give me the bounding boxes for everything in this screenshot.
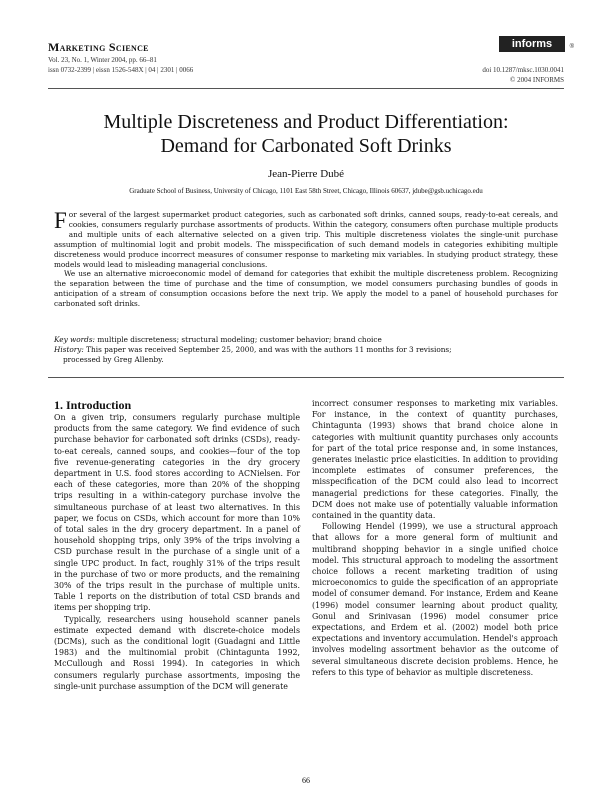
left-column xyxy=(54,412,300,692)
informs-logo: informs xyxy=(499,36,565,52)
header-rule xyxy=(48,88,564,89)
keywords-text: multiple discreteness; structural modeling; customer behavior; brand choice xyxy=(97,335,382,344)
doi: doi 10.1287/mksc.1030.0041 xyxy=(482,66,564,74)
left-paragraph-1: On a given trip, consumers regularly purchase multiple products from the same category. We find evidence of such purchase behavior for carbonated soft drinks (CSDs), ready-to-eat cereals, canned soups, and cookies—four of the top five revenue-generating categories in the dry grocery department in U.S. food stores according to ACNielsen. For each of these categories, more than 20% of the shopping trips resulting in a within-category purchase involve the simultaneous purchase of at least two alternatives. In this paper, we focus on CSDs, which account for more than 10% of total sales in the dry grocery department. In a panel of household shopping trips, only 39% of the trips involving a CSD purchase result in the purchase of a single unit of a single UPC product. In fact, roughly 31% of the trips result in the purchase of two or more products, and the remaining 30% of the trips result in the purchase of multiple units. Table 1 reports on the distribution of total CSD brands and items per shopping trip. xyxy=(54,413,300,613)
history xyxy=(54,345,558,355)
right-column xyxy=(312,398,558,678)
abstract-rule xyxy=(48,377,564,378)
keywords-block xyxy=(54,335,558,365)
registered-mark: ® xyxy=(569,44,574,50)
history-label: History: xyxy=(54,344,84,354)
abstract-paragraph-2: We use an alternative microeconomic model of demand for categories that exhibit the multiple discreteness problem. Recognizing the separation between the time of purchase and the time of consumption, we model consumers purchasing bundles of goods in anticipation of a stream of consumption occasions before the next trip. We apply the model to a panel of household purchases for carbonated soft drinks. xyxy=(54,269,558,309)
abstract xyxy=(54,210,558,309)
abstract-text-1: or several of the largest supermarket product categories, such as carbonated soft drinks, canned soups, ready-to-eat cereals, and cookies, consumers regularly purchase assortments of products. Within the category, consumers often purchase multiple products and multiple units of each alternative selected on a given trip. This multiple discreteness violates the single-unit purchase assumption of multinomial logit and probit models. The misspecification of such demand models in categories exhibiting multiple discreteness would produce incorrect measures of consumer response to marketing mix variables. In studying product strategy, these models would lead to misleading managerial conclusions. xyxy=(54,210,558,269)
volume-line: Vol. 23, No. 1, Winter 2004, pp. 66–81 xyxy=(48,56,157,64)
abstract-paragraph-1 xyxy=(54,210,558,269)
left-paragraph-2: Typically, researchers using household scanner panels estimate expected demand with discrete-choice models (DCMs), such as the conditional logit (Guadagni and Little 1983) and the multinomial probit (Chintagunta 1992, McCullough and Rossi 1994). In categories in which consumers regularly purchase assortments, imposing the single-unit purchase assumption of the DCM will generate xyxy=(54,614,300,691)
right-paragraph-1: incorrect consumer responses to marketing mix variables. For instance, in the context of quantity purchases, Chintagunta (1993) shows that brand choice alone in categories with multiunit quantity purchases only accounts for part of the total price response and, in some instances, generates inelastic price elasticities. In addition to providing incomplete estimates of consumer preferences, the misspecification of the DCM could also lead to incorrect managerial predictions for these categories. Finally, the DCM does not make use of potentially valuable information contained in the quantity data. xyxy=(312,399,558,521)
page-number: 66 xyxy=(302,776,310,785)
title-line-1: Multiple Discreteness and Product Differentiation: xyxy=(103,111,509,133)
affiliation: Graduate School of Business, University of Chicago, 1101 East 58th Street, Chicago, Illinois 60637, jdube@gsb.uchicago.edu xyxy=(129,187,483,195)
title-line-2: Demand for Carbonated Soft Drinks xyxy=(160,135,452,157)
paper-title xyxy=(48,110,564,158)
drop-cap: F xyxy=(54,208,67,233)
history-text-continued: processed by Greg Allenby. xyxy=(63,354,164,364)
journal-name: Marketing Science xyxy=(48,40,149,54)
history-text: This paper was received September 25, 2000, and was with the authors 11 months for 3 revisions; xyxy=(86,344,452,354)
issn-line: issn 0732-2399 | eissn 1526-548X | 04 | 2301 | 0066 xyxy=(48,66,194,74)
author: Jean-Pierre Dubé xyxy=(267,168,345,180)
copyright: © 2004 INFORMS xyxy=(510,76,564,84)
section-heading: 1. Introduction xyxy=(54,398,132,412)
right-paragraph-2: Following Hendel (1999), we use a structural approach that allows for a more general form of multiunit and multibrand shopping behavior in a single unified choice model. This structural approach to modeling the assortment choice follows a recent marketing tradition of using microeconomics to guide the specification of an appropriate model of consumer demand. For instance, Erdem and Keane (1996) model consumer learning about product quality, Gonul and Srinivasan (1996) model consumer price expectations, and Erdem et al. (2002) model both price expectations and inventory accumulation. Hendel's approach involves modeling assortment behavior as the outcome of several simultaneous discrete decision problems. Hence, he refers to this type of behavior as multiple discreteness. xyxy=(312,522,558,677)
keywords xyxy=(54,335,558,345)
keywords-label: Key words: xyxy=(54,335,96,344)
